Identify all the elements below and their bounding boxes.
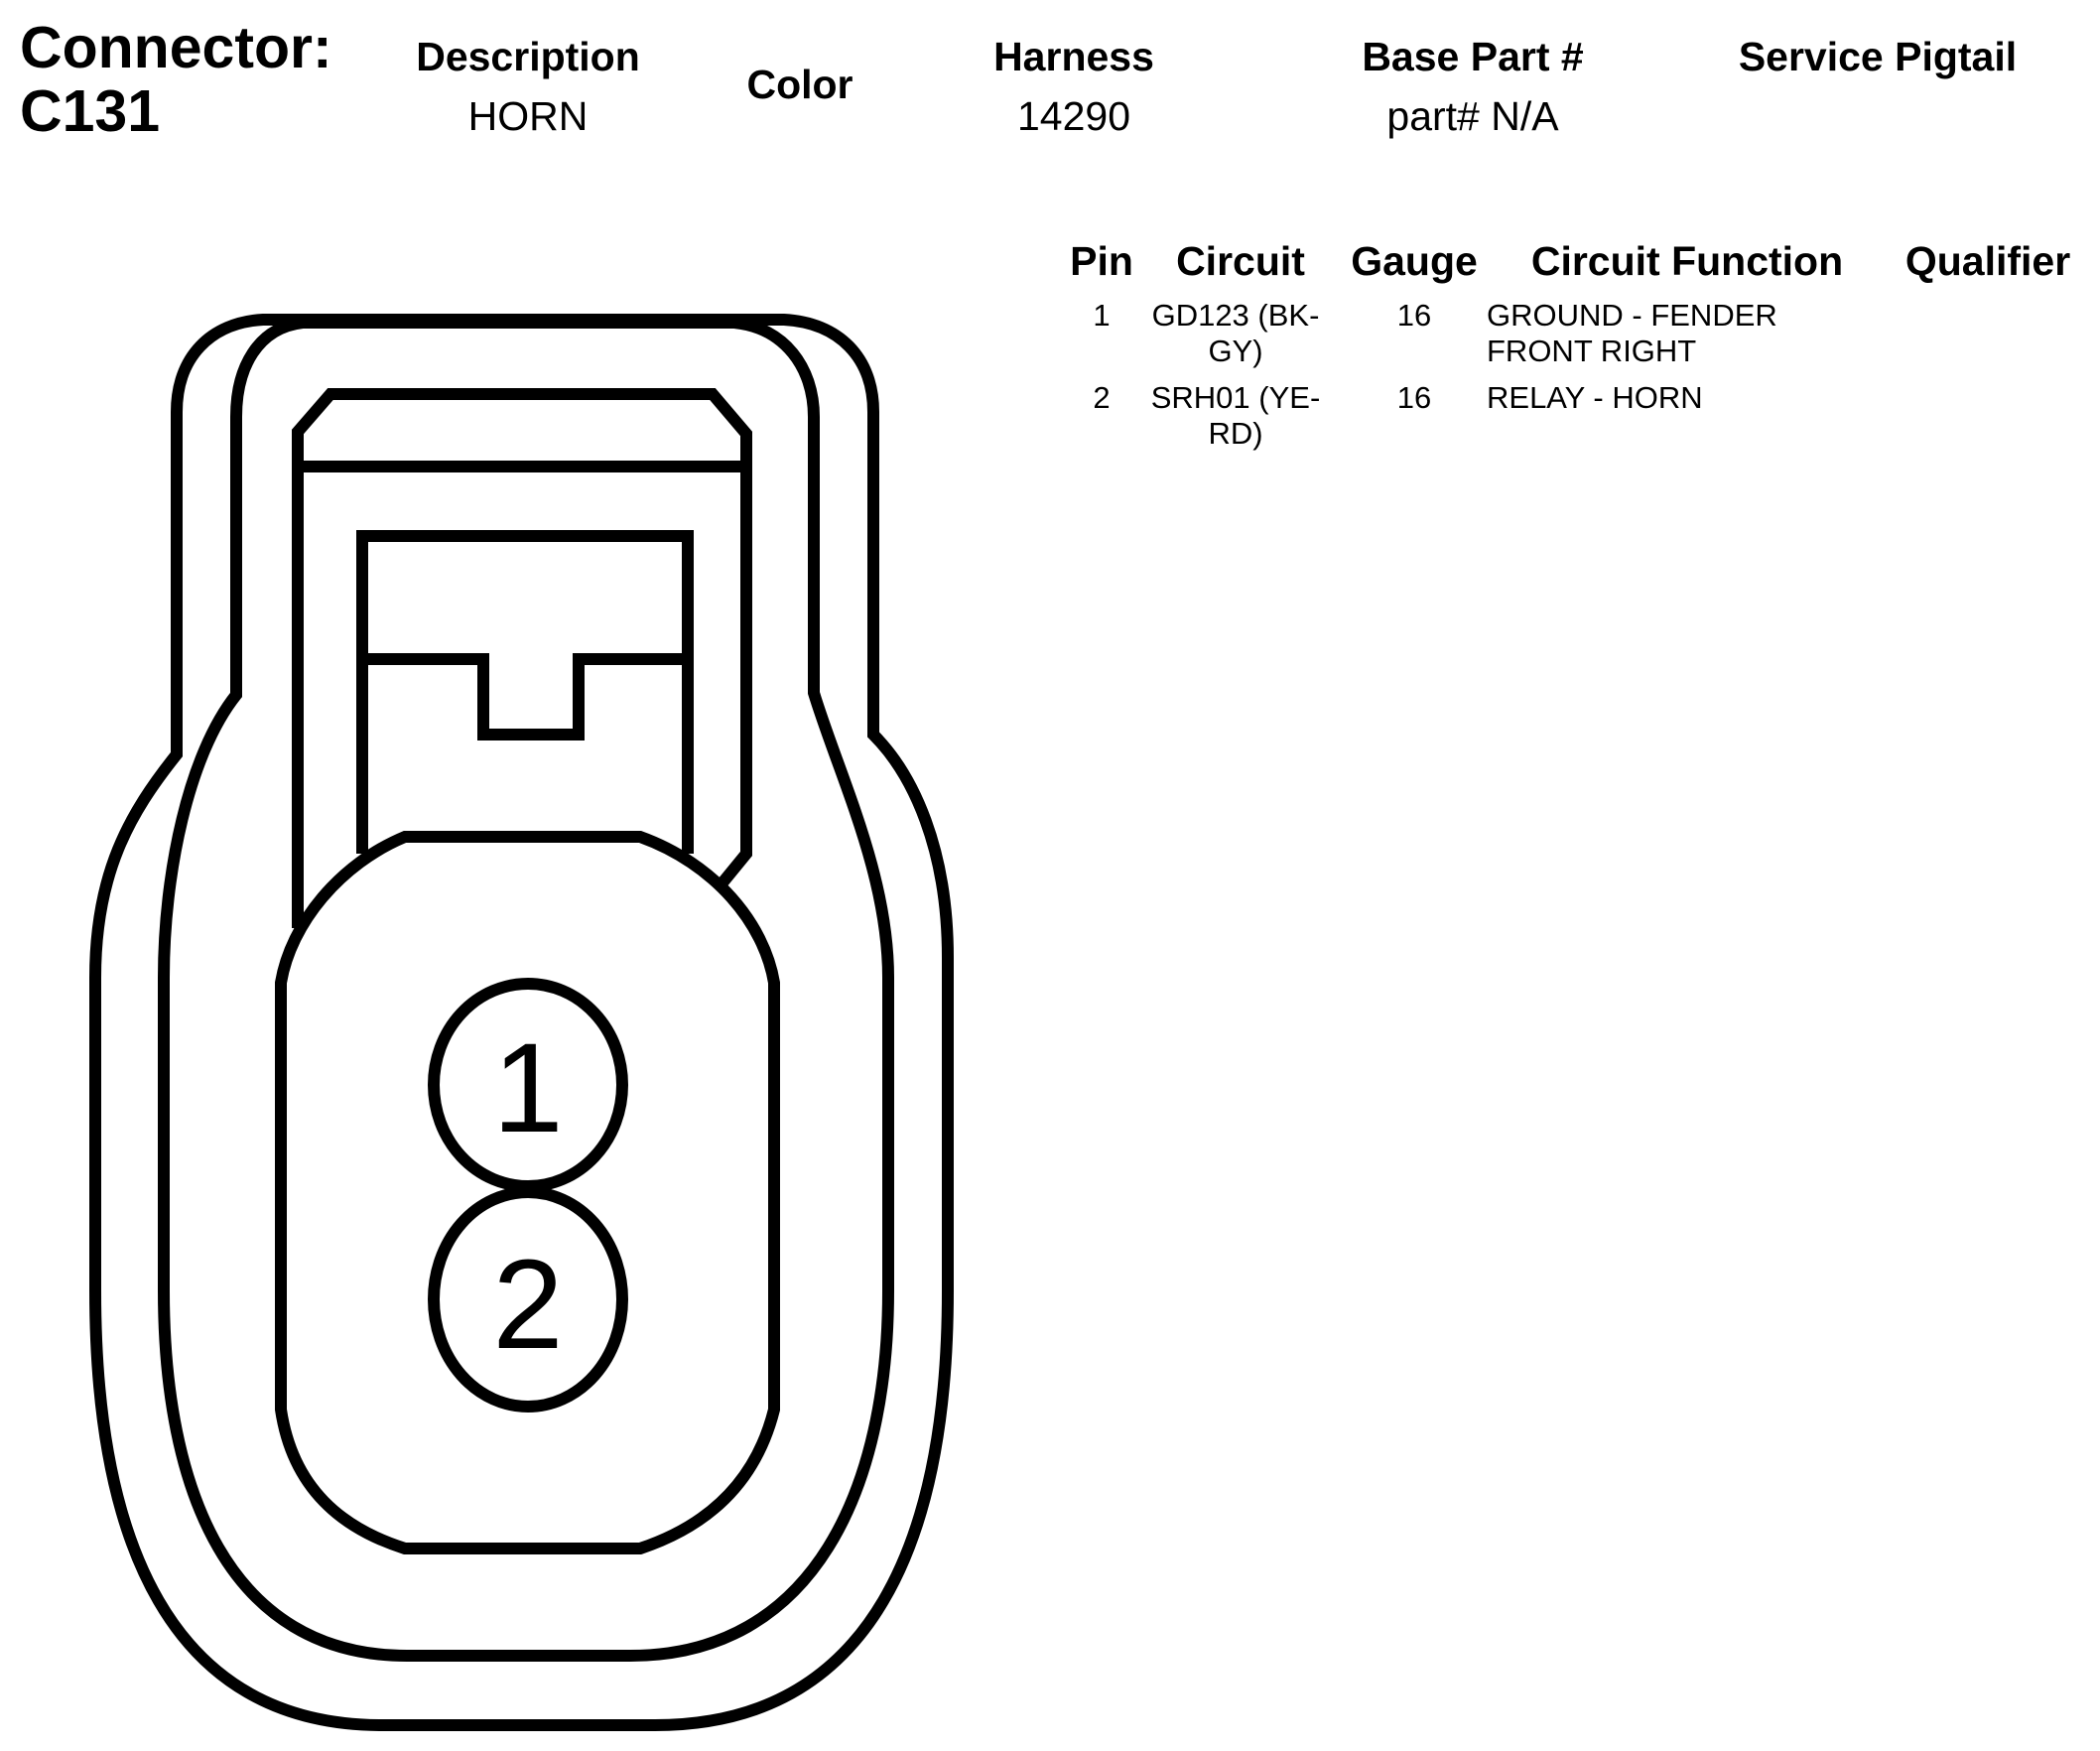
description-label: Description xyxy=(416,34,640,79)
table-header-gauge: Gauge xyxy=(1351,238,1478,284)
gauge-cell: 16 xyxy=(1396,298,1432,333)
latch-tab xyxy=(365,659,685,735)
service-pigtail-label: Service Pigtail xyxy=(1738,34,2018,79)
circuit-function-cell xyxy=(1487,380,1864,416)
connector-face-diagram xyxy=(0,0,992,1751)
circuit-function-cell xyxy=(1487,298,1864,369)
base-part-value: part# N/A xyxy=(1386,93,1559,139)
pin-cell: 1 xyxy=(1093,298,1111,333)
latch-window xyxy=(362,536,688,854)
description-value: HORN xyxy=(467,93,589,139)
harness-value: 14290 xyxy=(1016,93,1130,139)
circuit-line: RD) xyxy=(1208,416,1263,451)
connector-id: C131 xyxy=(20,78,161,144)
function-line: FRONT RIGHT xyxy=(1487,334,1697,368)
color-label: Color xyxy=(746,62,853,107)
circuit-line: GD123 (BK- xyxy=(1151,298,1320,333)
table-header-qualifier: Qualifier xyxy=(1904,238,2071,284)
circuit-line: SRH01 (YE- xyxy=(1150,380,1321,415)
circuit-line: GY) xyxy=(1208,334,1263,368)
connector-title-label: Connector: xyxy=(20,15,332,80)
base-part-label: Base Part # xyxy=(1362,34,1584,79)
gauge-cell: 16 xyxy=(1396,380,1432,415)
harness-label: Harness xyxy=(993,34,1154,79)
pin-cell: 2 xyxy=(1093,380,1111,415)
pin-1-label: 1 xyxy=(492,1017,564,1159)
function-line: GROUND - FENDER xyxy=(1487,298,1777,333)
table-header-circuit: Circuit xyxy=(1176,238,1305,284)
pin-2-label: 2 xyxy=(492,1234,564,1376)
circuit-cell xyxy=(1141,298,1330,369)
circuit-cell xyxy=(1141,380,1330,452)
table-header-pin: Pin xyxy=(1070,238,1133,284)
function-line: RELAY - HORN xyxy=(1487,380,1703,415)
table-header-circuit-function: Circuit Function xyxy=(1530,238,1844,284)
